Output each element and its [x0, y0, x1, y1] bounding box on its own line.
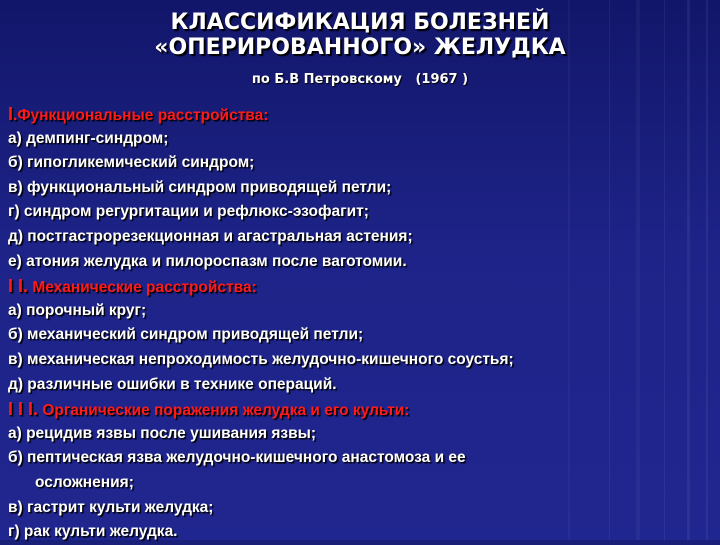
list-item: в) механическая непроходимость желудочно-кишечного соустья;	[8, 350, 514, 368]
list-item: б) пептическая язва желудочно-кишечного анастомоза и ее	[8, 449, 466, 467]
list-item: г) рак культи желудка.	[8, 523, 178, 541]
section-title: Механические расстройства:	[28, 279, 257, 297]
section-heading-functional	[8, 102, 712, 127]
title-line-1: КЛАССИФИКАЦИЯ БОЛЕЗНЕЙ	[170, 10, 550, 35]
list-item: д) различные ошибки в технике операций.	[8, 375, 337, 393]
list-item: е) атония желудка и пилороспазм после ваготомии.	[8, 252, 407, 270]
section-heading-mechanical	[8, 274, 712, 299]
title-line-2: «ОПЕРИРОВАННОГО» ЖЕЛУДКА	[154, 35, 566, 60]
list-item: в) функциональный синдром приводящей петли;	[8, 178, 392, 196]
list-item: а) демпинг-синдром;	[8, 129, 169, 147]
section-number: I I.	[8, 276, 29, 297]
classification-list	[8, 102, 712, 545]
list-item: в) гастрит культи желудка;	[8, 498, 214, 516]
list-item: а) рецидив язвы после ушивания язвы;	[8, 424, 317, 442]
list-item: б) механический синдром приводящей петли;	[8, 326, 364, 344]
section-number: I I I.	[8, 399, 39, 420]
list-item: д) постгастрорезекционная и агастральная астения;	[8, 227, 413, 245]
section-number: I	[8, 104, 14, 124]
section-heading-organic	[8, 397, 712, 422]
list-item-continuation: осложнения;	[35, 473, 134, 491]
list-item: г) синдром регургитации и рефлюкс-эзофагит;	[8, 203, 369, 221]
list-item: б) гипогликемический синдром;	[8, 154, 255, 172]
list-item: а) порочный круг;	[8, 301, 147, 319]
slide-title	[0, 10, 720, 60]
section-title: Органические поражения желудка и его культи:	[38, 402, 410, 420]
section-title: .Функциональные расстройства:	[13, 107, 269, 124]
slide-subtitle: по Б.В Петровскому (1967 )	[251, 72, 469, 87]
